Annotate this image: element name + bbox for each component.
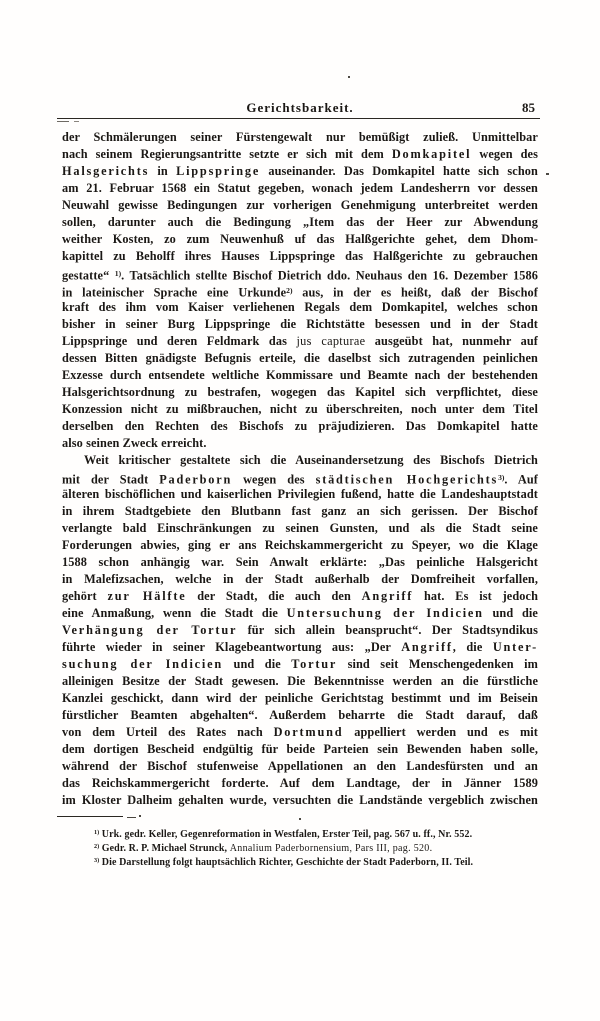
- text-line: [62, 520, 538, 537]
- text-line: [62, 775, 538, 792]
- body-text: [62, 129, 538, 809]
- footnote-ref: 2): [94, 842, 100, 850]
- text-line: [62, 452, 538, 469]
- footnote-separator: [57, 816, 123, 817]
- emphasized-text: Angriff: [401, 640, 453, 654]
- text-segment: alleinigen Besitze der Stadt gewesen. Die Bekenntnisse werden an die fürstliche: [62, 674, 538, 688]
- text-segment: kapittel zu Beholff ihres Hauses Lippspringe das Halßgerichte zu gebrauchen: [62, 249, 538, 263]
- text-line: [62, 163, 538, 180]
- header-rule-artifact: [74, 121, 79, 122]
- text-segment: verlangte bald Einschränkungen zu seinen Gunsten, und als die Stadt seine: [62, 521, 538, 535]
- footnote-separator-artifact: [139, 815, 141, 817]
- text-line: [62, 622, 538, 639]
- text-segment: Lippspringe und deren Feldmark das: [62, 334, 297, 348]
- text-segment: nach seinem Regierungsantritte setzte er sich mit dem: [62, 147, 392, 161]
- emphasized-text: Dortmund: [273, 725, 344, 739]
- footnotes: [62, 826, 538, 867]
- text-line: [62, 673, 538, 690]
- text-segment: am 21. Februar 1568 ein Statut gegeben, wonach jedem Landesherrn vor dessen: [62, 181, 538, 195]
- emphasized-text: Lippspringe: [176, 164, 261, 178]
- text-line: [62, 792, 538, 809]
- text-segment: sollen, darunter auch die Bedingung „Item das der Heer zur Abwendung: [62, 215, 538, 229]
- text-segment: Exzesse durch entsendete weltliche Kommissare und Beamte nach der bestehenden: [62, 368, 538, 382]
- text-line: [62, 537, 538, 554]
- text-line: [62, 690, 538, 707]
- text-segment: im Kloster Dalheim gehalten wurde, versuchten die Landstände vergeblich zwischen: [62, 793, 538, 807]
- text-segment: Neuwahl gewisse Bedingungen zur vorherigen Genehmigung unterbreitet werden: [62, 198, 538, 212]
- text-line: [62, 299, 538, 316]
- text-segment: appelliert werden und es mit: [343, 725, 538, 739]
- footnote-ref: 2): [286, 286, 293, 295]
- emphasized-text: städtischen Hochgerichts: [315, 472, 499, 487]
- text-line: [62, 333, 538, 350]
- text-segment: kraft des ihm vom Kaiser verliehenen Regals dem Domkapitel, welches schon: [62, 300, 538, 314]
- text-segment: Konzession nicht zu mißbrauchen, nicht zu überschreiten, noch unter dem Titel: [62, 402, 538, 416]
- text-segment: sind seit Menschengedenken im: [337, 657, 538, 671]
- text-line: [62, 316, 538, 333]
- text-line: [62, 656, 538, 673]
- scan-speck: [299, 818, 301, 820]
- page-number: 85: [522, 100, 535, 115]
- text-segment: aus, in der es heißt, daß der Bischof: [292, 285, 538, 300]
- text-line: [62, 146, 538, 163]
- emphasized-text: zur Hälfte: [107, 589, 187, 603]
- text-line: [62, 503, 538, 520]
- text-line: [62, 758, 538, 775]
- text-line: [62, 384, 538, 401]
- text-line: [62, 741, 538, 758]
- text-line: [62, 350, 538, 367]
- emphasized-text: Halsgerichts: [62, 164, 150, 178]
- text-segment: weither Kosten, zo zum Neuwenhuß uf das Halßgerichte gehet, dem Dhom-: [62, 232, 538, 246]
- paragraph: [62, 129, 538, 452]
- text-line: [62, 588, 538, 605]
- text-line: [62, 724, 538, 741]
- text-segment: in Malefizsachen, welche in der Stadt außerhalb der Domfreiheit vorfallen,: [62, 572, 538, 586]
- footnote-ref: 1): [94, 829, 100, 836]
- text-segment: hat. Es ist jedoch: [413, 589, 539, 603]
- text-segment: bisher in seiner Burg Lippspringe die Richtstätte besessen und in der Stadt: [62, 317, 538, 331]
- text-segment: in ihrem Stadtgebiete den Blutbann fast ganz an sich gerissen. Der Bischof: [62, 504, 538, 518]
- text-segment: und die: [483, 606, 538, 620]
- text-line: [62, 469, 538, 486]
- emphasized-text: Verhängung der Tortur: [62, 623, 238, 637]
- text-segment: Kanzlei geschickt, dann wird der peinliche Gerichtstag bestimmt und im Beisein: [62, 691, 538, 705]
- text-line: [62, 571, 538, 588]
- text-segment: , die: [452, 640, 493, 654]
- paragraph: [62, 452, 538, 809]
- footnote-ref: 3): [94, 856, 100, 864]
- text-line: [62, 214, 538, 231]
- footnote-separator-artifact: [127, 817, 136, 818]
- text-segment: in: [149, 164, 177, 178]
- emphasized-text: Angriff: [361, 589, 414, 603]
- text-segment: . Auf: [504, 472, 538, 487]
- latin-text: jus capturae: [296, 334, 366, 348]
- emphasized-text: Domkapitel: [391, 147, 472, 161]
- text-line: [62, 197, 538, 214]
- text-segment: Halsgerichtsordnung zu bestrafen, wogegen das Kapitel sich verpflichtet, diese: [62, 385, 538, 399]
- text-line: [62, 265, 538, 282]
- text-line: [62, 435, 538, 452]
- text-segment: wegen des: [232, 472, 316, 487]
- text-segment: in lateinischer Sprache eine Urkunde: [62, 285, 287, 300]
- text-segment: mit der Stadt: [62, 472, 160, 487]
- latin-text: Annalium Paderbornensium, Pars III, pag. 520.: [229, 842, 433, 854]
- text-segment: Urk. gedr. Keller, Gegenreformation in Westfalen, Erster Teil, pag. 567 u. ff., Nr. 552.: [99, 828, 473, 840]
- text-line: [62, 231, 538, 248]
- text-segment: gehört: [62, 589, 108, 603]
- emphasized-text: suchung der Indicien: [62, 657, 224, 671]
- text-segment: also seinen Zweck erreicht.: [62, 436, 207, 450]
- text-line: [62, 486, 538, 503]
- text-line: [62, 248, 538, 265]
- header-rule-artifact: [57, 121, 69, 122]
- text-segment: Gedr. R. P. Michael Strunck,: [99, 842, 230, 854]
- text-line: [62, 418, 538, 435]
- text-segment: fürstlicher Beamten abgehalten“. Außerdem beharrte die Stadt darauf, daß: [62, 708, 538, 722]
- text-line: [62, 367, 538, 384]
- text-segment: für sich allein beansprucht“. Der Stadtsyndikus: [237, 623, 538, 637]
- text-segment: wegen des: [471, 147, 539, 161]
- text-segment: dem dortigen Bescheid endgültig für beide Parteien sein Bewenden haben solle,: [62, 742, 538, 756]
- footnote: [62, 826, 538, 840]
- text-line: [62, 180, 538, 197]
- footnote: [62, 840, 538, 854]
- emphasized-text: Unter-: [492, 640, 538, 654]
- text-segment: älteren bischöflichen und kaiserlichen Privilegien fußend, hatte die Landeshauptstadt: [62, 487, 538, 501]
- text-segment: auseinander. Das Domkapitel hatte sich schon: [260, 164, 538, 178]
- footnote: [62, 854, 538, 868]
- text-segment: Forderungen abwies, ging er ans Reichskammergericht zu Speyer, wo die Klage: [62, 538, 538, 552]
- text-segment: während der Bischof stufenweise Appellationen an den Landesfürsten und an: [62, 759, 538, 773]
- text-segment: gestatte“: [62, 268, 115, 283]
- text-segment: Die Darstellung folgt hauptsächlich Richter, Geschichte der Stadt Paderborn, II. Teil.: [99, 856, 474, 868]
- text-line: [62, 605, 538, 622]
- text-segment: und die: [223, 657, 292, 671]
- text-segment: 1588 schon anhängig war. Sein Anwalt erklärte: „Das peinliche Halsgericht: [62, 555, 538, 569]
- emphasized-text: Paderborn: [159, 472, 233, 487]
- header-rule: [57, 118, 540, 119]
- footnote-ref: 3): [498, 473, 505, 482]
- text-segment: . Tatsächlich stellte Bischof Dietrich ddo. Neuhaus den 16. Dezember 1586: [121, 268, 538, 283]
- text-segment: Weit kritischer gestaltete sich die Auseinandersetzung des Bischofs Dietrich: [84, 453, 538, 467]
- text-line: [62, 707, 538, 724]
- emphasized-text: Tortur: [291, 657, 338, 671]
- text-segment: der Schmälerungen seiner Fürstengewalt nur bemüßigt zuließ. Unmittelbar: [62, 130, 538, 144]
- text-segment: das Reichskammergericht forderte. Auf dem Landtage, der in Jänner 1589: [62, 776, 538, 790]
- text-line: [62, 129, 538, 146]
- running-head-title: Gerichtsbarkeit.: [246, 100, 354, 115]
- text-line: [62, 282, 538, 299]
- scan-speck: [546, 173, 549, 175]
- text-segment: von dem Urteil des Rates nach: [62, 725, 274, 739]
- text-segment: der Stadt, die auch den: [186, 589, 362, 603]
- text-segment: eine Anmaßung, wenn die Stadt die: [62, 606, 287, 620]
- footnote-ref: 1): [114, 269, 122, 278]
- text-line: [62, 554, 538, 571]
- text-line: [62, 401, 538, 418]
- text-line: [62, 639, 538, 656]
- text-segment: ausgeübt hat, nunmehr auf: [365, 334, 538, 348]
- emphasized-text: Untersuchung der Indicien: [286, 606, 484, 620]
- text-segment: führte wieder in seiner Klagebeantwortung aus: „Der: [62, 640, 402, 654]
- text-segment: derselben den Rechten des Bischofs zu präjudizieren. Das Domkapitel hatte: [62, 419, 538, 433]
- scan-speck: [348, 76, 350, 78]
- text-segment: dessen Bitten gnädigste Befugnis erteile, die daselbst sich zutragenden peinlichen: [62, 351, 538, 365]
